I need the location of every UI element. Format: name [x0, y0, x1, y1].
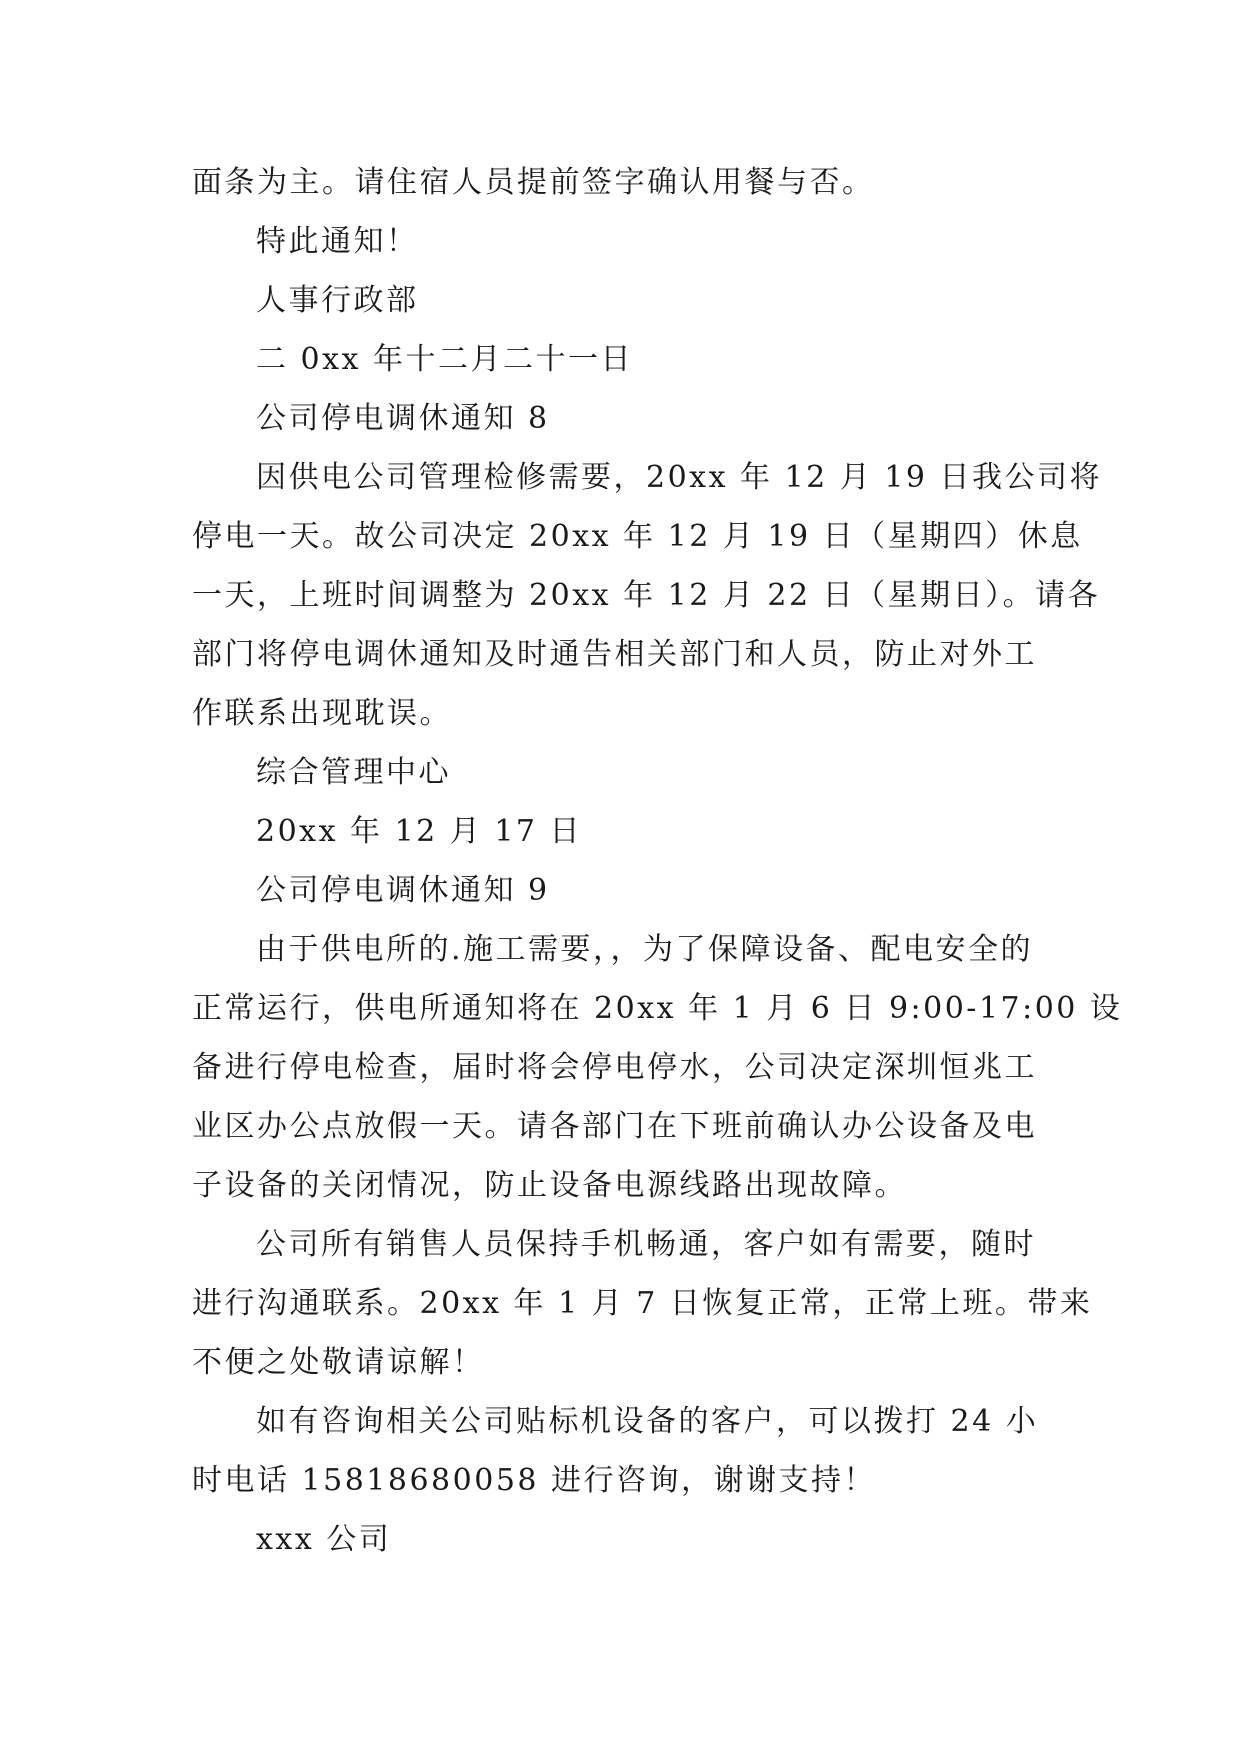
- text-line: 公司停电调休通知 8: [256, 401, 550, 436]
- text-line: 如有咨询相关公司贴标机设备的客户，可以拨打 24 小: [256, 1404, 1039, 1439]
- text-line: 部门将停电调休通知及时通告相关部门和人员，防止对外工: [192, 637, 1037, 672]
- document-body: [192, 153, 1123, 1569]
- text-line: 面条为主。请住宿人员提前签字确认用餐与否。: [192, 165, 875, 200]
- text-line: 公司停电调休通知 9: [256, 873, 550, 908]
- text-line: 停电一天。故公司决定 20xx 年 12 月 19 日（星期四）休息: [192, 519, 1083, 554]
- text-line: 20xx 年 12 月 17 日: [256, 814, 583, 849]
- text-line: 二 0xx 年十二月二十一日: [256, 342, 633, 377]
- text-line: 一天，上班时间调整为 20xx 年 12 月 22 日（星期日）。请各: [192, 578, 1101, 613]
- text-line: 作联系出现耽误。: [192, 696, 452, 731]
- text-line: 人事行政部: [256, 283, 419, 318]
- text-line: 子设备的关闭情况，防止设备电源线路出现故障。: [192, 1168, 907, 1203]
- text-line: 由于供电所的.施工需要，，为了保障设备、配电安全的: [256, 932, 1034, 967]
- text-line: 因供电公司管理检修需要，20xx 年 12 月 19 日我公司将: [256, 460, 1103, 495]
- text-line: 正常运行，供电所通知将在 20xx 年 1 月 6 日 9:00-17:00 设: [192, 991, 1123, 1026]
- text-line: 时电话 15818680058 进行咨询，谢谢支持！: [192, 1463, 877, 1498]
- text-line: 不便之处敬请谅解！: [192, 1345, 485, 1380]
- text-line: 业区办公点放假一天。请各部门在下班前确认办公设备及电: [192, 1109, 1037, 1144]
- text-line: 综合管理中心: [256, 755, 451, 790]
- text-line: 进行沟通联系。20xx 年 1 月 7 日恢复正常，正常上班。带来: [192, 1286, 1093, 1321]
- text-line: 公司所有销售人员保持手机畅通，客户如有需要，随时: [256, 1227, 1036, 1262]
- text-line: 备进行停电检查，届时将会停电停水，公司决定深圳恒兆工: [192, 1050, 1037, 1085]
- text-line: xxx 公司: [256, 1522, 392, 1557]
- text-line: 特此通知！: [256, 224, 419, 259]
